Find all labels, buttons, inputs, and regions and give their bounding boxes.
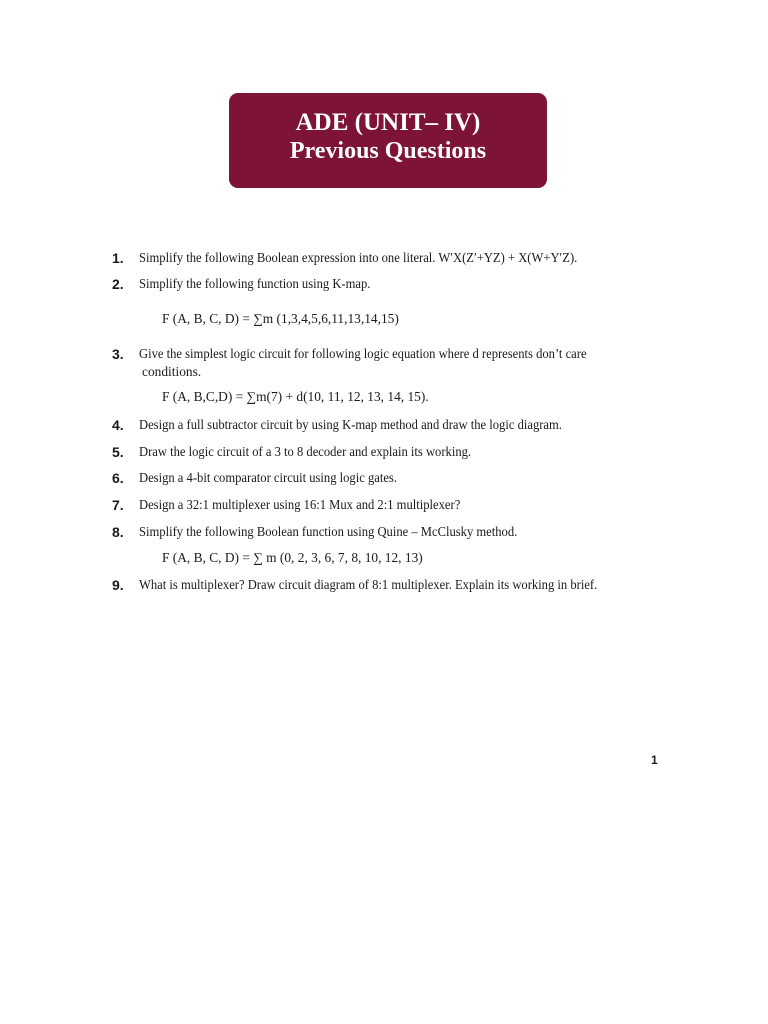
question-text: Design a full subtractor circuit by using K-map method and draw the logic diagram. xyxy=(139,417,562,432)
question-number: 5. xyxy=(112,444,124,460)
question-number: 7. xyxy=(112,497,124,513)
title-banner xyxy=(229,93,547,188)
question-formula: F (A, B,C,D) = ∑m(7) + d(10, 11, 12, 13, 14, 15). xyxy=(162,389,429,404)
question-number: 6. xyxy=(112,470,124,486)
question-number: 2. xyxy=(112,276,124,292)
question-formula: F (A, B, C, D) = ∑m (1,3,4,5,6,11,13,14,15) xyxy=(162,311,399,326)
question-text: What is multiplexer? Draw circuit diagram of 8:1 multiplexer. Explain its working in brief. xyxy=(139,577,598,592)
question-text: Design a 32:1 multiplexer using 16:1 Mux and 2:1 multiplexer? xyxy=(139,497,461,512)
question-number: 1. xyxy=(112,250,124,266)
question-formula: F (A, B, C, D) = ∑ m (0, 2, 3, 6, 7, 8, 10, 12, 13) xyxy=(162,550,423,565)
question-text: Design a 4-bit comparator circuit using logic gates. xyxy=(139,470,397,485)
question-number: 4. xyxy=(112,417,124,433)
document-subtitle: Previous Questions xyxy=(289,138,487,164)
question-text: Give the simplest logic circuit for following logic equation where d represents don’t care xyxy=(139,346,587,361)
question-text: Draw the logic circuit of a 3 to 8 decoder and explain its working. xyxy=(139,444,472,459)
question-text: Simplify the following function using K-map. xyxy=(139,276,371,291)
document-title: ADE (UNIT– IV) xyxy=(295,109,481,136)
question-continuation: conditions. xyxy=(142,364,202,379)
question-number: 3. xyxy=(112,346,124,362)
question-number: 8. xyxy=(112,524,124,540)
question-text: Simplify the following Boolean expression into one literal. W′X(Z′+YZ) + X(W+Y′Z). xyxy=(139,250,578,265)
page-number: 1 xyxy=(651,753,658,767)
question-text: Simplify the following Boolean function using Quine – McClusky method. xyxy=(139,524,518,539)
question-number: 9. xyxy=(112,577,124,593)
